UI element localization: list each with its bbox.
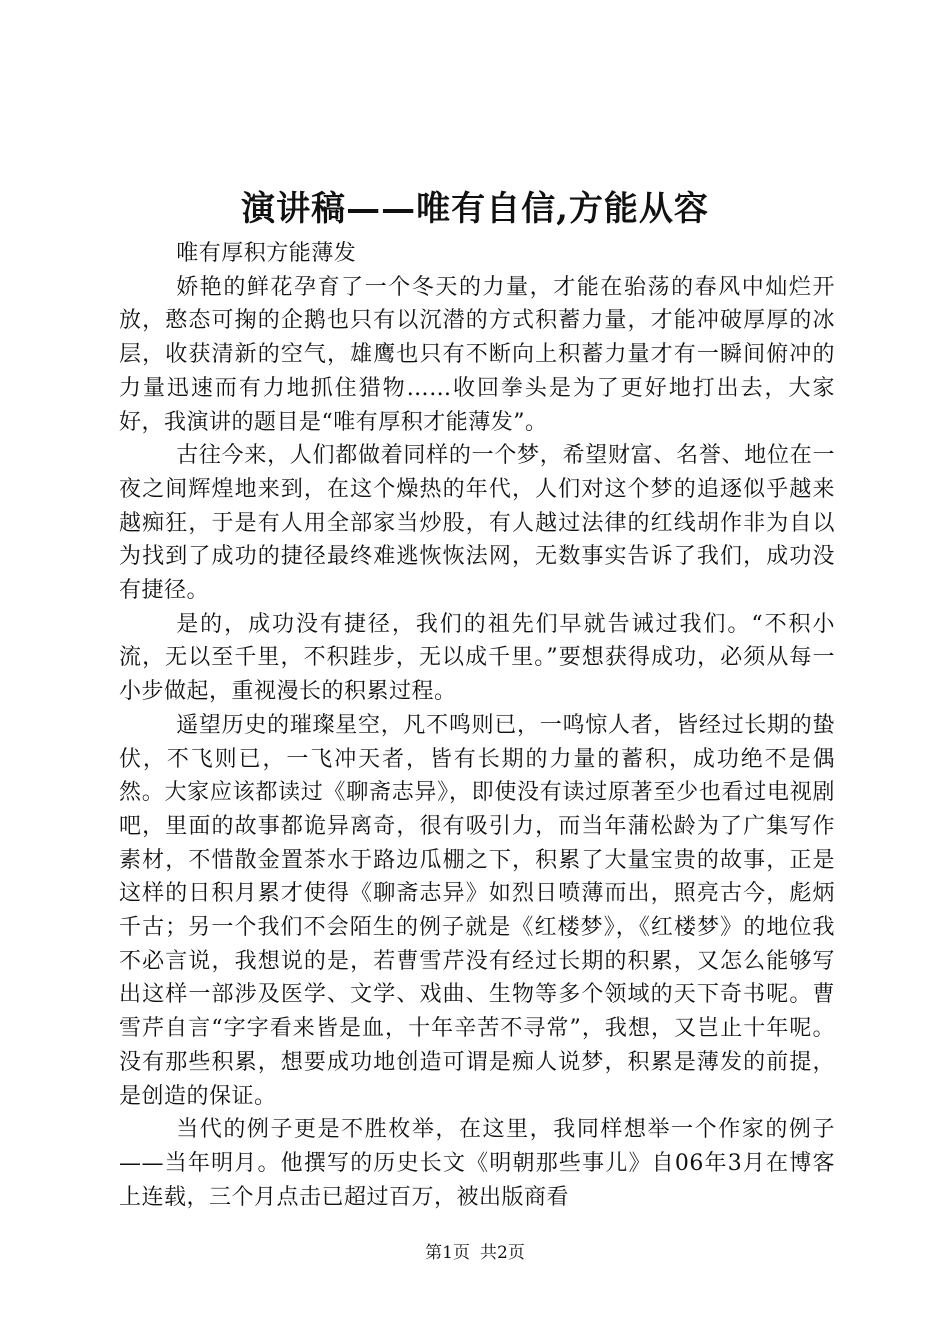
paragraph-3: 是的，成功没有捷径，我们的祖先们早就告诫过我们。“不积小流，无以至千里，不积跬步，无以成千里。”要想获得成功，必须从每一小步做起，重视漫长的积累过程。	[119, 611, 835, 705]
paragraph-5: 当代的例子更是不胜枚举，在这里，我同样想举一个作家的例子——当年明月。他撰写的历史长文《明朝那些事儿》自06年3月在博客上连载，三个月点击已超过百万，被出版商看	[119, 1117, 835, 1210]
paragraph-2: 古往今来，人们都做着同样的一个梦，希望财富、名誉、地位在一夜之间辉煌地来到，在这个燥热的年代，人们对这个梦的追逐似乎越来越痴狂，于是有人用全部家当炒股，有人越过法律的红线胡作非为自以为找到了成功的捷径最终难逃恢恢法网，无数事实告诉了我们，成功没有捷径。	[119, 443, 835, 604]
page-total: 共2页	[480, 1243, 525, 1263]
document-title: 演讲稿——唯有自信,方能从容	[241, 189, 709, 229]
document-body	[119, 237, 835, 1214]
page-number: 第1页	[425, 1243, 470, 1263]
paragraph-4: 遥望历史的璀璨星空，凡不鸣则已，一鸣惊人者，皆经过长期的蛰伏，不飞则已，一飞冲天者，皆有长期的力量的蓄积，成功绝不是偶然。大家应该都读过《聊斋志异》，即使没有读过原著至少也看过电视剧吧，里面的故事都诡异离奇，很有吸引力，而当年蒲松龄为了广集写作素材，不惜散金置茶水于路边瓜棚之下，积累了大量宝贵的故事，正是这样的日积月累才使得《聊斋志异》如烈日喷薄而出，照亮古今，彪炳千古；另一个我们不会陌生的例子就是《红楼梦》，《红楼梦》的地位我不必言说，我想说的是，若曹雪芹没有经过长期的积累，又怎么能够写出这样一部涉及医学、文学、戏曲、生物等多个领域的天下奇书呢。曹雪芹自言“字字看来皆是血，十年辛苦不寻常”，我想，又岂止十年呢。没有那些积累，想要成功地创造可谓是痴人说梦，积累是薄发的前提，是创造的保证。	[119, 712, 835, 1109]
document-subtitle: 唯有厚积方能薄发	[176, 241, 357, 266]
paragraph-1: 娇艳的鲜花孕育了一个冬天的力量，才能在骀荡的春风中灿烂开放，憨态可掬的企鹅也只有以沉潜的方式积蓄力量，才能冲破厚厚的冰层，收获清新的空气，雄鹰也只有不断向上积蓄力量才有一瞬间俯冲的力量迅速而有力地抓住猎物……收回拳头是为了更好地打出去，大家好，我演讲的题目是“唯有厚积才能薄发”。	[119, 274, 835, 435]
page-footer	[0, 1241, 950, 1265]
